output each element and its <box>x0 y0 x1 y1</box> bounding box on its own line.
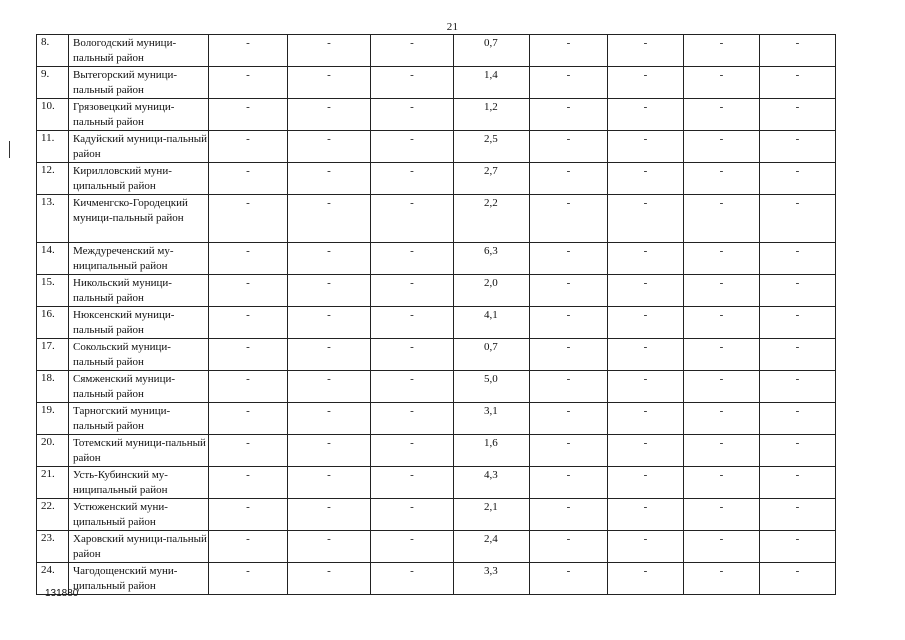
table-row <box>37 275 836 307</box>
row-number: 8. <box>37 35 69 67</box>
row-number: 20. <box>37 435 69 467</box>
cell-dash: - <box>530 131 608 163</box>
table-row <box>37 67 836 99</box>
cell-dash: - <box>608 467 684 499</box>
cell-dash: - <box>760 307 836 339</box>
cell-dash: - <box>371 435 454 467</box>
cell-dash: - <box>684 195 760 243</box>
cell-dash: - <box>371 131 454 163</box>
cell-dash: - <box>209 467 288 499</box>
district-name: Никольский муници-пальный район <box>69 275 209 307</box>
cell-dash: - <box>684 403 760 435</box>
cell-dash: - <box>608 531 684 563</box>
cell-dash: - <box>371 99 454 131</box>
cell-dash: - <box>288 531 371 563</box>
cell-dash: - <box>684 435 760 467</box>
cell-value: 2,4 <box>454 531 530 563</box>
cell-dash: - <box>371 307 454 339</box>
cell-dash: - <box>760 435 836 467</box>
cell-dash: - <box>760 403 836 435</box>
district-name: Сокольский муници-пальный район <box>69 339 209 371</box>
cell-dash: - <box>288 467 371 499</box>
row-number: 15. <box>37 275 69 307</box>
table-row <box>37 307 836 339</box>
district-name: Кирилловский муни-ципальный район <box>69 163 209 195</box>
cell-dash: - <box>684 275 760 307</box>
table-row <box>37 371 836 403</box>
cell-dash: - <box>371 243 454 275</box>
cell-value: 0,7 <box>454 339 530 371</box>
cell-dash: - <box>608 307 684 339</box>
cell-dash: - <box>288 163 371 195</box>
cell-dash: - <box>684 243 760 275</box>
cell-dash: - <box>530 275 608 307</box>
table-row <box>37 195 836 243</box>
cell-dash: - <box>760 163 836 195</box>
cell-value: 1,2 <box>454 99 530 131</box>
cell-dash: - <box>288 435 371 467</box>
table-row <box>37 435 836 467</box>
cell-dash: - <box>760 195 836 243</box>
cell-dash: - <box>684 35 760 67</box>
cell-dash: - <box>209 371 288 403</box>
cell-dash: - <box>530 531 608 563</box>
row-number: 17. <box>37 339 69 371</box>
cell-dash: - <box>608 99 684 131</box>
cell-dash: - <box>684 131 760 163</box>
district-name: Устюженский муни-ципальный район <box>69 499 209 531</box>
row-number: 22. <box>37 499 69 531</box>
district-name: Кадуйский муници-пальный район <box>69 131 209 163</box>
cell-dash: - <box>684 99 760 131</box>
cell-dash: - <box>371 67 454 99</box>
cell-dash: - <box>371 371 454 403</box>
row-number: 18. <box>37 371 69 403</box>
cell-dash: - <box>530 195 608 243</box>
cell-dash: - <box>684 67 760 99</box>
cell-dash: - <box>209 163 288 195</box>
table-row <box>37 563 836 595</box>
district-name: Вологодский муници-пальный район <box>69 35 209 67</box>
row-number: 23. <box>37 531 69 563</box>
cell-dash: - <box>209 99 288 131</box>
cell-value: 1,4 <box>454 67 530 99</box>
cell-dash: - <box>530 307 608 339</box>
cell-value: 0,7 <box>454 35 530 67</box>
cell-dash: - <box>209 275 288 307</box>
row-number: 16. <box>37 307 69 339</box>
cell-value: 6,3 <box>454 243 530 275</box>
cell-dash: - <box>608 339 684 371</box>
cell-dash: - <box>530 371 608 403</box>
cell-dash: - <box>530 35 608 67</box>
cell-dash: - <box>760 531 836 563</box>
cell-dash: - <box>288 195 371 243</box>
table-row <box>37 35 836 67</box>
cell-dash: - <box>209 403 288 435</box>
cell-dash: - <box>760 467 836 499</box>
table-row <box>37 99 836 131</box>
cell-dash: - <box>684 531 760 563</box>
row-number: 19. <box>37 403 69 435</box>
cell-dash: - <box>288 67 371 99</box>
cell-dash: - <box>530 435 608 467</box>
cell-dash: - <box>608 499 684 531</box>
cell-dash: - <box>608 435 684 467</box>
district-name: Сямженский муници-пальный район <box>69 371 209 403</box>
cell-dash: - <box>371 35 454 67</box>
cell-value: 2,0 <box>454 275 530 307</box>
table-row <box>37 243 836 275</box>
cell-value: 2,2 <box>454 195 530 243</box>
cell-value: 3,3 <box>454 563 530 595</box>
cell-dash: - <box>684 467 760 499</box>
cell-dash: - <box>371 563 454 595</box>
cell-dash: - <box>209 35 288 67</box>
table-row <box>37 403 836 435</box>
cell-dash: - <box>288 563 371 595</box>
cell-dash: - <box>760 563 836 595</box>
cell-dash: - <box>371 163 454 195</box>
cell-value: 1,6 <box>454 435 530 467</box>
cell-dash: - <box>530 99 608 131</box>
data-table <box>36 34 836 595</box>
cell-value: 4,1 <box>454 307 530 339</box>
cell-dash: - <box>209 195 288 243</box>
cell-dash: - <box>209 531 288 563</box>
cell-dash: - <box>760 243 836 275</box>
row-number: 9. <box>37 67 69 99</box>
table-row <box>37 467 836 499</box>
cell-dash: - <box>371 275 454 307</box>
cell-dash: - <box>209 131 288 163</box>
cell-dash: - <box>684 499 760 531</box>
cell-dash: - <box>530 67 608 99</box>
cell-dash: - <box>371 339 454 371</box>
cell-dash: - <box>288 403 371 435</box>
district-name: Нюксенский муници-пальный район <box>69 307 209 339</box>
cell-dash: - <box>530 499 608 531</box>
cell-dash: - <box>371 499 454 531</box>
cell-dash: - <box>684 563 760 595</box>
cell-dash: - <box>608 275 684 307</box>
cell-dash: - <box>608 371 684 403</box>
cell-dash: - <box>760 131 836 163</box>
row-number: 24. <box>37 563 69 595</box>
cell-dash: - <box>608 243 684 275</box>
row-number: 10. <box>37 99 69 131</box>
cell-dash: - <box>371 403 454 435</box>
cell-dash: - <box>608 195 684 243</box>
cell-dash: - <box>288 243 371 275</box>
cell-dash: - <box>760 275 836 307</box>
cell-dash: - <box>209 563 288 595</box>
cell-dash: - <box>209 499 288 531</box>
cell-dash: - <box>760 339 836 371</box>
cell-dash: - <box>209 339 288 371</box>
table-row <box>37 339 836 371</box>
cell-dash: - <box>288 339 371 371</box>
district-name: Тотемский муници-пальный район <box>69 435 209 467</box>
district-name: Усть-Кубинский му-ниципальный район <box>69 467 209 499</box>
cell-dash: - <box>760 67 836 99</box>
cell-value: 5,0 <box>454 371 530 403</box>
row-number: 13. <box>37 195 69 243</box>
cell-value: 3,1 <box>454 403 530 435</box>
cell-dash: - <box>608 131 684 163</box>
document-code: 131880 <box>45 588 79 599</box>
district-name: Вытегорский муници-пальный район <box>69 67 209 99</box>
cell-dash: - <box>760 35 836 67</box>
table-row <box>37 499 836 531</box>
cell-dash: - <box>288 275 371 307</box>
cell-value: 2,5 <box>454 131 530 163</box>
cell-dash: - <box>530 243 608 275</box>
page-number: 21 <box>446 21 459 33</box>
cell-value: 4,3 <box>454 467 530 499</box>
district-name: Тарногский муници-пальный район <box>69 403 209 435</box>
cell-dash: - <box>288 499 371 531</box>
cell-dash: - <box>371 467 454 499</box>
cell-dash: - <box>530 467 608 499</box>
cell-dash: - <box>608 67 684 99</box>
cell-dash: - <box>760 371 836 403</box>
cell-dash: - <box>608 35 684 67</box>
cell-dash: - <box>684 307 760 339</box>
margin-mark <box>9 141 10 158</box>
cell-dash: - <box>608 563 684 595</box>
cell-value: 2,1 <box>454 499 530 531</box>
cell-dash: - <box>608 163 684 195</box>
cell-dash: - <box>371 195 454 243</box>
cell-dash: - <box>684 163 760 195</box>
district-name: Харовский муници-пальный район <box>69 531 209 563</box>
table-body <box>37 35 836 595</box>
cell-dash: - <box>760 499 836 531</box>
row-number: 11. <box>37 131 69 163</box>
row-number: 12. <box>37 163 69 195</box>
cell-dash: - <box>760 99 836 131</box>
cell-dash: - <box>608 403 684 435</box>
cell-dash: - <box>209 67 288 99</box>
cell-dash: - <box>530 339 608 371</box>
cell-value: 2,7 <box>454 163 530 195</box>
cell-dash: - <box>288 131 371 163</box>
cell-dash: - <box>288 99 371 131</box>
cell-dash: - <box>209 307 288 339</box>
cell-dash: - <box>288 35 371 67</box>
cell-dash: - <box>209 243 288 275</box>
cell-dash: - <box>371 531 454 563</box>
table-row <box>37 531 836 563</box>
cell-dash: - <box>530 163 608 195</box>
district-name: Междуреченский му-ниципальный район <box>69 243 209 275</box>
table-row <box>37 131 836 163</box>
cell-dash: - <box>288 371 371 403</box>
cell-dash: - <box>209 435 288 467</box>
cell-dash: - <box>684 339 760 371</box>
row-number: 14. <box>37 243 69 275</box>
cell-dash: - <box>288 307 371 339</box>
cell-dash: - <box>530 403 608 435</box>
district-name: Грязовецкий муници-пальный район <box>69 99 209 131</box>
row-number: 21. <box>37 467 69 499</box>
cell-dash: - <box>684 371 760 403</box>
table-row <box>37 163 836 195</box>
district-name: Кичменгско-Городецкий муници-пальный район <box>69 195 209 243</box>
cell-dash: - <box>530 563 608 595</box>
district-name: Чагодощенский муни-ципальный район <box>69 563 209 595</box>
